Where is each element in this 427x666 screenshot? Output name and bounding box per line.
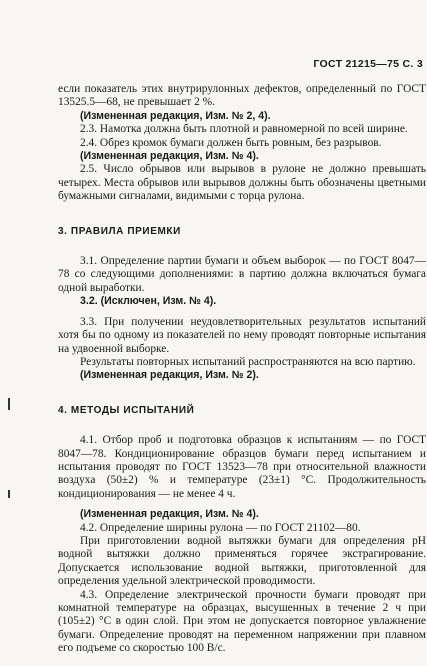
paragraph: 2.3. Намотка должна быть плотной и равномерной по всей ширине. [80,123,408,136]
paragraph: 2.5. Число обрывов или вырывов в рулоне не должно превышать четырех. Места обрывов или вырывов должны быть обозначены цветными бумажными сигналами, видимыми с торца рулона. [58,163,426,203]
paragraph: 4.2. Определение ширины рулона — по ГОСТ 21102—80. [80,521,361,534]
amendment-note: (Измененная редакция, Изм. № 4). [80,508,259,521]
paragraph: Результаты повторных испытаний распространяются на всю партию. [80,355,416,368]
paragraph: 2.4. Обрез кромок бумаги должен быть ровным, без разрывов. [80,136,382,149]
paragraph: 4.3. Определение электрической прочности бумаги проводят при комнатной температуре на образцах, высушенных в течение 2 ч при (105±2) °С в один слой. При этом не допускается повторное увлажнение бумаги. Определение проводят на переменном напряжении при плавном его подъеме со скоростью 100 В/с. [58,588,426,655]
paragraph: 3.1. Определение партии бумаги и объем выборок — по ГОСТ 8047—78 со следующими дополнениями: в партию должна включаться бумага одной выработки. [58,255,426,294]
paragraph: При приготовлении водной вытяжки бумаги для определения pH водной вытяжки должно применяться горячее экстрагирование. Допускается использование водной вытяжки, приготовленной для определения удельной электрической проводимости. [58,534,426,588]
page-header: ГОСТ 21215—75 С. 3 [313,58,423,70]
paragraph: 3.3. При получении неудовлетворительных результатов испытаний хотя бы по одному из показателей по нему проводят повторные испытания на удвоенной выборке. [58,315,426,355]
excluded-note: 3.2. (Исключен, Изм. № 4). [80,295,217,308]
margin-mark [8,398,10,410]
amendment-note: (Измененная редакция, Изм. № 2). [80,369,259,382]
section-heading: 4. МЕТОДЫ ИСПЫТАНИЙ [58,404,195,416]
paragraph: если показатель этих внутрирулонных дефектов, определенный по ГОСТ 13525.5—68, не превышает 2 %. [58,83,426,109]
amendment-note: (Измененная редакция, Изм. № 4). [80,150,259,163]
margin-mark [8,490,10,498]
document-body [58,83,426,656]
amendment-note: (Измененная редакция, Изм. № 2, 4). [80,109,271,122]
section-heading: 3. ПРАВИЛА ПРИЕМКИ [58,225,181,237]
paragraph: 4.1. Отбор проб и подготовка образцов к испытаниям — по ГОСТ 8047—78. Кондиционирование образцов бумаги перед испытанием и испытания проводят по ГОСТ 13523—78 при относительной влажности воздуха (50±2) % и температуре (23±1) °С. Продолжительность кондиционирования — не менее 4 ч. [58,434,426,500]
